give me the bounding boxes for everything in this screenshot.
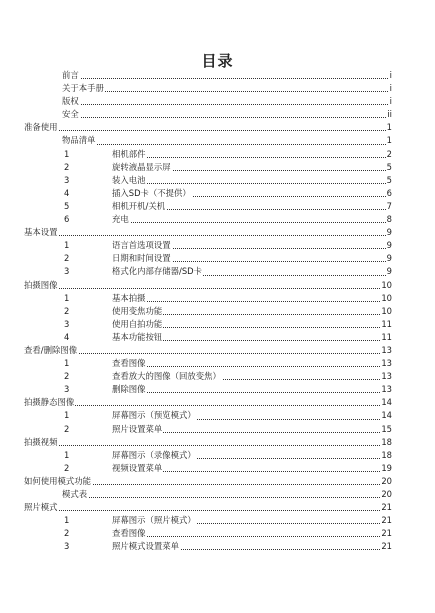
toc-entry[interactable] <box>24 383 392 396</box>
dot-leader <box>24 445 390 446</box>
toc-entry-page: 10 <box>380 292 392 305</box>
toc-entry-page: 21 <box>380 540 392 553</box>
toc-entry-page: 21 <box>380 501 392 514</box>
toc-entry-number: 1 <box>64 240 70 251</box>
toc-entry[interactable] <box>24 357 392 370</box>
toc-entry-page: 18 <box>380 449 392 462</box>
toc-entry[interactable] <box>24 174 392 187</box>
toc-entry-page: 15 <box>380 423 392 436</box>
toc-entry-number: 1 <box>64 410 70 421</box>
toc-entry-number: 1 <box>64 515 70 526</box>
toc-entry-title: 充电 <box>112 213 130 226</box>
toc-entry-number: 4 <box>64 331 70 342</box>
toc-entry-page: 1 <box>386 134 392 147</box>
toc-entry-number: 3 <box>64 174 70 185</box>
toc-entry[interactable] <box>24 239 392 252</box>
toc-entry-number: 3 <box>64 384 70 395</box>
toc-entry-title: 装入电池 <box>112 174 147 187</box>
toc-entry[interactable] <box>24 200 392 213</box>
toc-entry-title: 版权 <box>62 95 80 108</box>
toc-entry-page: 8 <box>386 213 392 226</box>
toc-entry[interactable] <box>24 121 392 134</box>
toc-entry-title: 前言 <box>62 69 80 82</box>
dot-leader <box>24 405 390 406</box>
toc-entry-title: 照片模式 <box>24 501 59 514</box>
toc-entry[interactable] <box>24 292 392 305</box>
toc-entry-page: 20 <box>380 475 392 488</box>
dot-leader <box>112 366 390 367</box>
toc-entry-number: 2 <box>64 528 70 539</box>
toc-entry-title: 语言首选项设置 <box>112 239 172 252</box>
toc-entry[interactable] <box>24 423 392 436</box>
toc-entry[interactable] <box>24 501 392 514</box>
toc-entry-page: 18 <box>380 436 392 449</box>
dot-leader <box>24 510 390 511</box>
toc-entry-number: 6 <box>64 214 70 225</box>
toc-entry[interactable] <box>24 95 392 108</box>
toc-entry-page: 20 <box>380 488 392 501</box>
dot-leader <box>112 301 390 302</box>
toc-entry-page: 9 <box>386 239 392 252</box>
toc-entry-title: 使用变焦功能 <box>112 305 163 318</box>
toc-entry-page: 9 <box>386 252 392 265</box>
toc-entry[interactable] <box>24 265 392 278</box>
toc-entry-page: 14 <box>380 409 392 422</box>
toc-entry-title: 照片设置菜单 <box>112 423 163 436</box>
toc-entry-page: 6 <box>386 187 392 200</box>
toc-entry-title: 查看放大的图像（回放变焦） <box>112 370 222 383</box>
toc-entry[interactable] <box>24 527 392 540</box>
toc-entry-page: i <box>389 82 392 95</box>
toc-entry-page: 10 <box>380 305 392 318</box>
toc-entry-title: 关于本手册 <box>62 82 105 95</box>
toc-entry-number: 1 <box>64 449 70 460</box>
toc-entry-number: 5 <box>64 200 70 211</box>
toc-entry-title: 格式化内部存储器/SD卡 <box>112 265 203 278</box>
toc-entry-number: 4 <box>64 187 70 198</box>
toc-entry[interactable] <box>24 488 392 501</box>
toc-entry-title: 拍摄图像 <box>24 279 59 292</box>
toc-entry-page: 13 <box>380 383 392 396</box>
dot-leader <box>24 288 390 289</box>
toc-entry-title: 屏幕图示（照片模式） <box>112 514 197 527</box>
toc-entry-number: 3 <box>64 266 70 277</box>
toc-entry-page: 11 <box>380 331 392 344</box>
toc-entry-title: 相机开机/关机 <box>112 200 166 213</box>
dot-leader <box>62 91 390 92</box>
toc-entry-number: 2 <box>64 371 70 382</box>
toc-entry-page: 9 <box>386 265 392 278</box>
toc-entry[interactable] <box>24 226 392 239</box>
toc-entry-page: 1 <box>386 121 392 134</box>
toc-entry[interactable] <box>24 148 392 161</box>
dot-leader <box>24 235 390 236</box>
toc-entry[interactable] <box>24 161 392 174</box>
toc-entry[interactable] <box>24 370 392 383</box>
toc-entry-title: 相机部件 <box>112 148 147 161</box>
toc-entry[interactable] <box>24 187 392 200</box>
dot-leader <box>24 130 390 131</box>
toc-entry[interactable] <box>24 108 392 121</box>
dot-leader <box>24 353 390 354</box>
toc-entry-title: 模式表 <box>62 488 88 501</box>
toc-entry-number: 2 <box>64 305 70 316</box>
toc-entry[interactable] <box>24 514 392 527</box>
toc-entry-title: 基本功能按钮 <box>112 331 163 344</box>
toc-entry-page: 11 <box>380 318 392 331</box>
toc-entry-title: 查看图像 <box>112 357 147 370</box>
toc-entry[interactable] <box>24 475 392 488</box>
toc-entry-page: i <box>389 95 392 108</box>
toc-entry-number: 1 <box>64 358 70 369</box>
toc-entry-number: 2 <box>64 161 70 172</box>
toc-entry-number: 2 <box>64 253 70 264</box>
toc-entry-page: 2 <box>386 148 392 161</box>
toc-entry-page: 7 <box>386 200 392 213</box>
toc-entry-title: 插入SD卡（不提供） <box>112 187 192 200</box>
table-of-contents <box>24 69 392 553</box>
toc-entry-title: 安全 <box>62 108 80 121</box>
toc-entry[interactable] <box>24 449 392 462</box>
toc-entry-number: 2 <box>64 423 70 434</box>
toc-entry-page: 5 <box>386 174 392 187</box>
toc-entry-title: 如何使用模式功能 <box>24 475 92 488</box>
toc-entry-title: 查看/删除图像 <box>24 344 78 357</box>
toc-entry[interactable] <box>24 213 392 226</box>
toc-entry-title: 屏幕图示（预览模式） <box>112 409 197 422</box>
toc-entry[interactable] <box>24 134 392 147</box>
toc-entry-title: 屏幕图示（录像模式） <box>112 449 197 462</box>
dot-leader <box>62 104 390 105</box>
toc-entry-title: 视频设置菜单 <box>112 462 163 475</box>
toc-entry-number: 3 <box>64 541 70 552</box>
toc-entry[interactable] <box>24 540 392 553</box>
toc-entry[interactable] <box>24 69 392 82</box>
dot-leader <box>62 78 390 79</box>
toc-entry-title: 删除图像 <box>112 383 147 396</box>
toc-entry-title: 准备使用 <box>24 121 59 134</box>
toc-entry-page: i <box>389 69 392 82</box>
toc-entry[interactable] <box>24 279 392 292</box>
toc-entry-title: 旋转液晶显示屏 <box>112 161 172 174</box>
toc-entry-page: ii <box>386 108 392 121</box>
toc-entry-title: 日期和时间设置 <box>112 252 172 265</box>
page-title: 目录 <box>201 52 234 70</box>
toc-entry-title: 物品清单 <box>62 134 97 147</box>
toc-entry-title: 使用自拍功能 <box>112 318 163 331</box>
toc-entry-page: 13 <box>380 370 392 383</box>
toc-entry-title: 查看图像 <box>112 527 147 540</box>
toc-entry-number: 3 <box>64 318 70 329</box>
dot-leader <box>112 183 390 184</box>
toc-entry[interactable] <box>24 305 392 318</box>
toc-entry[interactable] <box>24 331 392 344</box>
toc-entry[interactable] <box>24 436 392 449</box>
toc-entry-page: 9 <box>386 226 392 239</box>
toc-entry-number: 1 <box>64 148 70 159</box>
toc-entry-number: 1 <box>64 292 70 303</box>
dot-leader <box>112 536 390 537</box>
toc-entry-title: 照片模式设置菜单 <box>112 540 180 553</box>
dot-leader <box>112 222 390 223</box>
toc-entry-page: 10 <box>380 279 392 292</box>
dot-leader <box>62 497 390 498</box>
toc-entry-title: 基本拍摄 <box>112 292 147 305</box>
toc-entry-title: 基本设置 <box>24 226 59 239</box>
toc-entry[interactable] <box>24 252 392 265</box>
toc-entry[interactable] <box>24 396 392 409</box>
toc-entry-page: 14 <box>380 396 392 409</box>
dot-leader <box>62 144 390 145</box>
toc-entry[interactable] <box>24 344 392 357</box>
toc-entry-page: 13 <box>380 357 392 370</box>
toc-entry-page: 5 <box>386 161 392 174</box>
toc-entry[interactable] <box>24 82 392 95</box>
toc-entry-page: 19 <box>380 462 392 475</box>
toc-entry-title: 拍摄静态图像 <box>24 396 75 409</box>
dot-leader <box>62 117 390 118</box>
toc-entry-page: 13 <box>380 344 392 357</box>
toc-entry[interactable] <box>24 318 392 331</box>
toc-entry-title: 拍摄视频 <box>24 436 59 449</box>
toc-entry-page: 21 <box>380 514 392 527</box>
toc-entry[interactable] <box>24 462 392 475</box>
toc-entry-page: 21 <box>380 527 392 540</box>
dot-leader <box>112 157 390 158</box>
toc-entry[interactable] <box>24 409 392 422</box>
dot-leader <box>112 392 390 393</box>
toc-entry-number: 2 <box>64 462 70 473</box>
